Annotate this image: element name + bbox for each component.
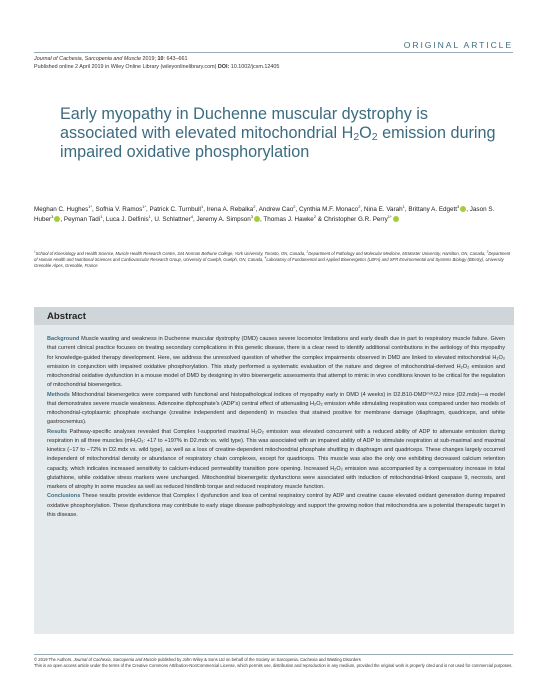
affiliation-text: School of Kinesiology and Health Science, Muscle Health Research Centre, 344 Norman Bethune College, York University, Toronto, ON, Canada,	[35, 251, 307, 256]
affiliation-number: 1	[34, 249, 36, 254]
orcid-icon[interactable]	[254, 216, 260, 222]
author-affiliation-mark: 1*	[142, 203, 146, 209]
abstract-background	[47, 335, 505, 391]
title-subscript-2: 2	[371, 131, 378, 143]
author-affiliation-mark: 1	[200, 203, 204, 209]
abstract-conclusions	[47, 492, 505, 520]
author-affiliation-mark: 2	[313, 214, 316, 220]
results-text: Pathway-specific analyses revealed that Complex I-supported maximal H₂O₂ emission was elevated concurrent with a reduced ability of ADP to attenuate emission during respiration in all three muscles (mH₂O₂: +17 to +197% in D2.mdx vs. wild type). This was associated with an impaired ability of ADP to stimulate respiration at sub-maximal and maximal kinetics (−17 to −72% in D2.mdx vs. wild type), as well as a loss of creatine-dependent mitochondrial phosphate shuttling in diaphragm and quadriceps. These changes largely occurred independent of mitochondrial density or abundance of respiratory chain complexes, except for quadriceps. This muscle was also the only one exhibiting decreased calcium retention capacity, which indicates increased sensitivity to calcium-induced permeability transition pore opening. Increased H₂O₂ emission was accompanied by a compensatory increase in total glutathione, while oxidative stress markers were unchanged. Mitochondrial bioenergetic dysfunctions were associated with induction of mitochondrial-linked caspase 9, necrosis, and markers of atrophy in some muscles as well as reduced hindlimb torque and reduced respiratory muscle function.	[47, 428, 505, 490]
abstract-methods	[47, 391, 505, 428]
results-label: Results	[47, 428, 68, 435]
title-text-3: emission during impaired oxidative phosphorylation	[60, 124, 496, 161]
background-label: Background	[47, 336, 80, 342]
orcid-icon[interactable]	[54, 216, 60, 222]
author-name: Jeremy A. Simpson	[196, 216, 251, 224]
abstract-body	[47, 335, 505, 520]
conclusions-label: Conclusions	[47, 493, 81, 500]
publication-line	[34, 64, 514, 72]
author-affiliation-mark: 4	[190, 214, 193, 220]
abstract-box	[34, 307, 514, 634]
author-affiliation-mark: 1	[148, 214, 151, 220]
author	[408, 203, 466, 213]
methods-label: Methods	[47, 391, 70, 398]
footer-rule	[34, 654, 513, 655]
journal-pages: : 643–661	[163, 56, 188, 62]
author-name: Peyman Tadi	[63, 216, 101, 224]
affiliation-text: Department of Pathology and Molecular Medicine, McMaster University, Hamilton, ON, Canada,	[308, 251, 487, 256]
title-text-1: Early myopathy in Duchenne muscular dystrophy is associated with elevated mitochondrial H	[60, 105, 428, 142]
methods-text: Mitochondrial bioenergetics were compared with functional and histopathological indices of myopathy early in DMD (4 weeks) in D2.B10-DMDᵐᵈˣ/2J mice (D2.mdx)—a model that demonstrates severe muscle weakness. Adenosine diphosphate's (ADP's) central effect of attenuating H₂O₂ emission while stimulating respiration was compared under two models of mitochondrial-cytoplasmic phosphate exchange (creatine independent and dependent) in muscles that stained positive for membrane damage (diaphragm, quadriceps, and white gastrocnemius).	[47, 391, 505, 426]
affiliations	[34, 251, 514, 269]
author	[149, 203, 204, 213]
author-name: Cynthia M.F. Monaco	[299, 206, 359, 213]
doi-link[interactable]: 10.1002/jcsm.12405	[229, 63, 280, 70]
author	[299, 203, 361, 213]
author	[95, 203, 146, 213]
affiliation-number: 2	[306, 249, 309, 254]
author-affiliation-mark: 3	[250, 214, 253, 220]
abstract-results	[47, 428, 505, 493]
author-ampersand: &	[317, 216, 324, 224]
title-text-2: O	[359, 124, 372, 142]
journal-volume: 10	[157, 56, 164, 62]
author-affiliation-mark: 1*	[88, 203, 93, 209]
journal-name: Journal of Cachexia, Sarcopenia and Muscle	[34, 56, 141, 62]
orcid-icon[interactable]	[393, 216, 399, 222]
article-title	[60, 105, 500, 162]
conclusions-text: These results provide evidence that Complex I dysfunction and loss of central respiratory control by ADP and creatine cause elevated oxidant generation during impaired oxidative phosphorylation. These dysfunctions may contribute to early stage disease pathophysiology and support the growing notion that mitochondria are a potential therapeutic target in this disease.	[47, 493, 505, 518]
author	[206, 203, 256, 213]
author	[263, 216, 316, 223]
doi-label: DOI:	[217, 63, 230, 70]
author-name: Irena A. Rebalka	[206, 206, 254, 213]
author-name: Jason S. Huber	[34, 206, 495, 224]
author-name: Luca J. Delfinis	[105, 216, 149, 224]
author	[197, 216, 260, 223]
author-affiliation-mark: 2	[358, 203, 361, 209]
author-affiliation-mark: 2	[253, 203, 256, 209]
published-online-text: Published online 2 April 2019 in Wiley Online Library (wileyonlinelibrary.com)	[34, 63, 218, 70]
author	[258, 203, 296, 213]
title-subscript-1: 2	[353, 131, 360, 143]
author	[154, 216, 193, 223]
abstract-heading: Abstract	[47, 311, 86, 322]
author-name: Sofhia V. Ramos	[95, 206, 143, 213]
author	[64, 216, 103, 223]
header-rule	[34, 52, 513, 53]
author-name: Andrew Cao	[258, 206, 294, 213]
journal-citation-line	[34, 56, 514, 64]
abstract-header-bar	[34, 307, 514, 325]
affiliation-text: Department of Human Health and Nutritional Sciences and Cardiovascular Research Group, University of Guelph, Guelph, ON, Canada,	[34, 251, 511, 263]
author-affiliation-mark: 1	[100, 214, 103, 220]
affiliation-number: 3	[486, 249, 489, 254]
author-name: Nina E. Varah	[363, 206, 403, 213]
journal-year: 2019;	[140, 56, 158, 62]
author-name: Patrick C. Turnbull	[149, 206, 201, 213]
author-affiliation-mark: 1*	[387, 214, 392, 220]
author-affiliation-mark: 1	[402, 203, 405, 209]
affiliation-text: Laboratory of Fundamental and Applied Bioenergetics (LBFA) and SFR Environmental and Systems Biology (BEeSy), University Grenoble Alpes, Grenoble, France	[34, 257, 504, 269]
author-affiliation-mark: 3	[51, 214, 54, 220]
author-list: Meghan C. Hughes$^{1*}$, Sofhia V. Ramos$^{1*}$, Patrick C. Turnbull$^1$, Irena A. Rebalka$^2$, Andrew Cao$^2$, Cynthia M.F. Monaco$^2$, Nina E. Varah$^1$, Brittany A. Edgett$^3$ , Jason S. Huber$^3$ , Peyman Tadi$^1$, Luca J. Delfinis$^1$, U. Schlattner$^4$, Jeremy A. Simpson$^3$ , Thomas J. Hawke$^2$ & Christopher G.R. Perry$^{1*}$	[34, 203, 495, 224]
author-name: Thomas J. Hawke	[263, 216, 314, 224]
license-footer	[34, 657, 514, 669]
author-name: Christopher G.R. Perry	[323, 216, 388, 224]
copyright-publisher-text: published by John Wiley & Sons Ltd on behalf of the Society on Sarcopenia, Cachexia and Wasting Disorders	[156, 657, 361, 662]
author-affiliation-mark: 3	[457, 203, 460, 209]
author	[363, 203, 405, 213]
author	[106, 216, 151, 223]
license-line: This is an open access article under the terms of the Creative Commons Attribution-NonCommercial License, which permits use, distribution and reproduction in any medium, provided the original work is properly cited and is not used for commercial purposes.	[34, 663, 513, 668]
footer-journal-name: Journal of Cachexia, Sarcopenia and Muscle	[73, 657, 157, 662]
article-type-label: ORIGINAL ARTICLE	[403, 40, 513, 50]
orcid-icon[interactable]	[460, 206, 466, 212]
author-name: Brittany A. Edgett	[408, 206, 458, 213]
author-affiliation-mark: 2	[293, 203, 296, 209]
background-text: Muscle wasting and weakness in Duchenne muscular dystrophy (DMD) causes severe locomotor limitations and early death due in part to respiratory muscle failure. Given that current clinical practice focuses on treating secondary complications in this genetic disease, there is a clear need to identify additional contributions in the aetiology of this myopathy for knowledge-guided therapy development. Here, we address the unresolved question of whether the complex impairments observed in DMD are linked to elevated mitochondrial H₂O₂ emission in conjunction with impaired oxidative phosphorylation. This study performed a systematic evaluation of the nature and degree of mitochondrial-derived H₂O₂ emission and mitochondrial oxidative dysfunction in a mouse model of DMD by designing in vitro bioenergetic assessments that attempt to mimic in vivo conditions known to be critical for the regulation of mitochondrial bioenergetics.	[47, 336, 505, 389]
author-name: U. Schlattner	[154, 216, 191, 224]
author-name: Meghan C. Hughes	[34, 206, 89, 213]
author	[324, 216, 399, 223]
copyright-text: © 2019 The Authors.	[34, 657, 74, 662]
author	[34, 203, 93, 213]
journal-citation	[34, 56, 514, 71]
affiliation-number: 4	[264, 255, 267, 260]
